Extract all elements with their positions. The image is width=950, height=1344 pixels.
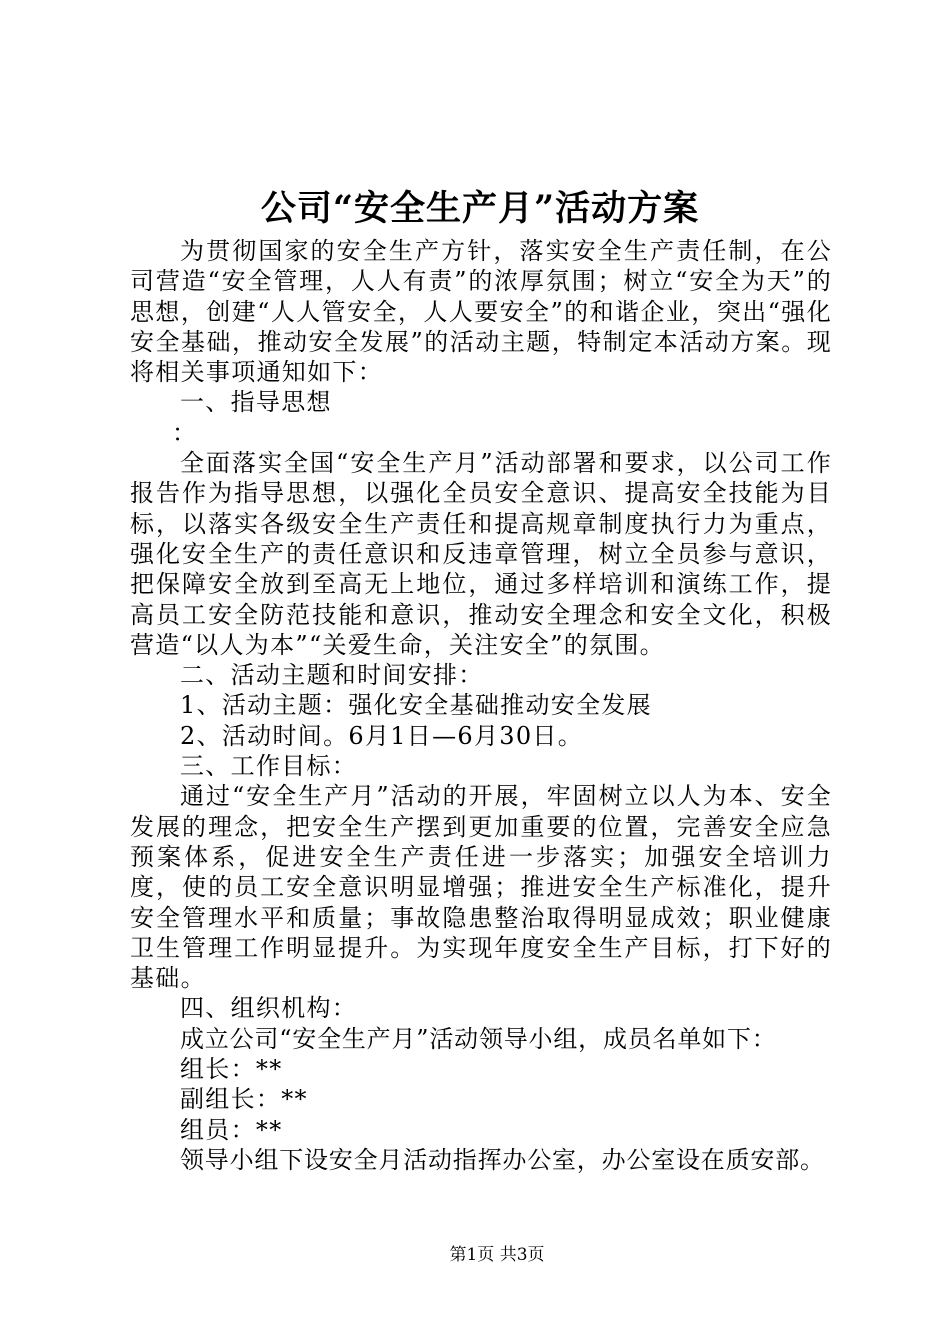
intro-paragraph: 为贯彻国家的安全生产方针，落实安全生产责任制，在公司营造“安全管理，人人有责”的浓厚氛围；树立“安全为天”的思想，创建“人人管安全，人人要安全”的和谐企业，突出“强化安全基础，推动安全发展”的活动主题，特制定本活动方案。现将相关事项通知如下： <box>130 237 832 387</box>
page-footer: 第1页 共3页 <box>449 1245 545 1265</box>
leadership-group-line: 成立公司“安全生产月”活动领导小组，成员名单如下： <box>180 1024 777 1053</box>
office-line: 领导小组下设安全月活动指挥办公室，办公室设在质安部。 <box>180 1145 825 1174</box>
group-leader-line: 组长：** <box>180 1055 283 1084</box>
section-heading-guiding-ideology: 一、指导思想 <box>180 388 332 417</box>
document-title: 公司“安全生产月”活动方案 <box>260 188 700 229</box>
group-member-line: 组员：** <box>180 1115 283 1144</box>
work-goals-paragraph: 通过“安全生产月”活动的开展，牢固树立以人为本、安全发展的理念，把安全生产摆到更加重要的位置，完善安全应急预案体系，促进安全生产责任进一步落实；加强安全培训力度，使的员工安全意识明显增强；推进安全生产标准化，提升安全管理水平和质量；事故隐患整治取得明显成效；职业健康卫生管理工作明显提升。为实现年度安全生产目标，打下好的基础。 <box>130 782 832 993</box>
colon-line: ： <box>172 418 198 447</box>
document-body <box>130 236 832 1175</box>
activity-time-line: 2、活动时间。6月1日—6月30日。 <box>180 721 584 750</box>
deputy-leader-line: 副组长：** <box>180 1085 308 1114</box>
section-heading-organization: 四、组织机构： <box>180 994 358 1023</box>
section-heading-theme-schedule: 二、活动主题和时间安排： <box>180 661 484 690</box>
section-heading-work-goals: 三、工作目标： <box>180 752 358 781</box>
activity-theme-line: 1、活动主题：强化安全基础推动安全发展 <box>180 691 652 720</box>
guiding-ideology-paragraph: 全面落实全国“安全生产月”活动部署和要求，以公司工作报告作为指导思想，以强化全员安全意识、提高安全技能为目标，以落实各级安全生产责任和提高规章制度执行力为重点，强化安全生产的责任意识和反违章管理，树立全员参与意识，把保障安全放到至高无上地位，通过多样培训和演练工作，提高员工安全防范技能和意识，推动安全理念和安全文化，积极营造“以人为本”“关爱生命，关注安全”的氛围。 <box>130 449 832 659</box>
